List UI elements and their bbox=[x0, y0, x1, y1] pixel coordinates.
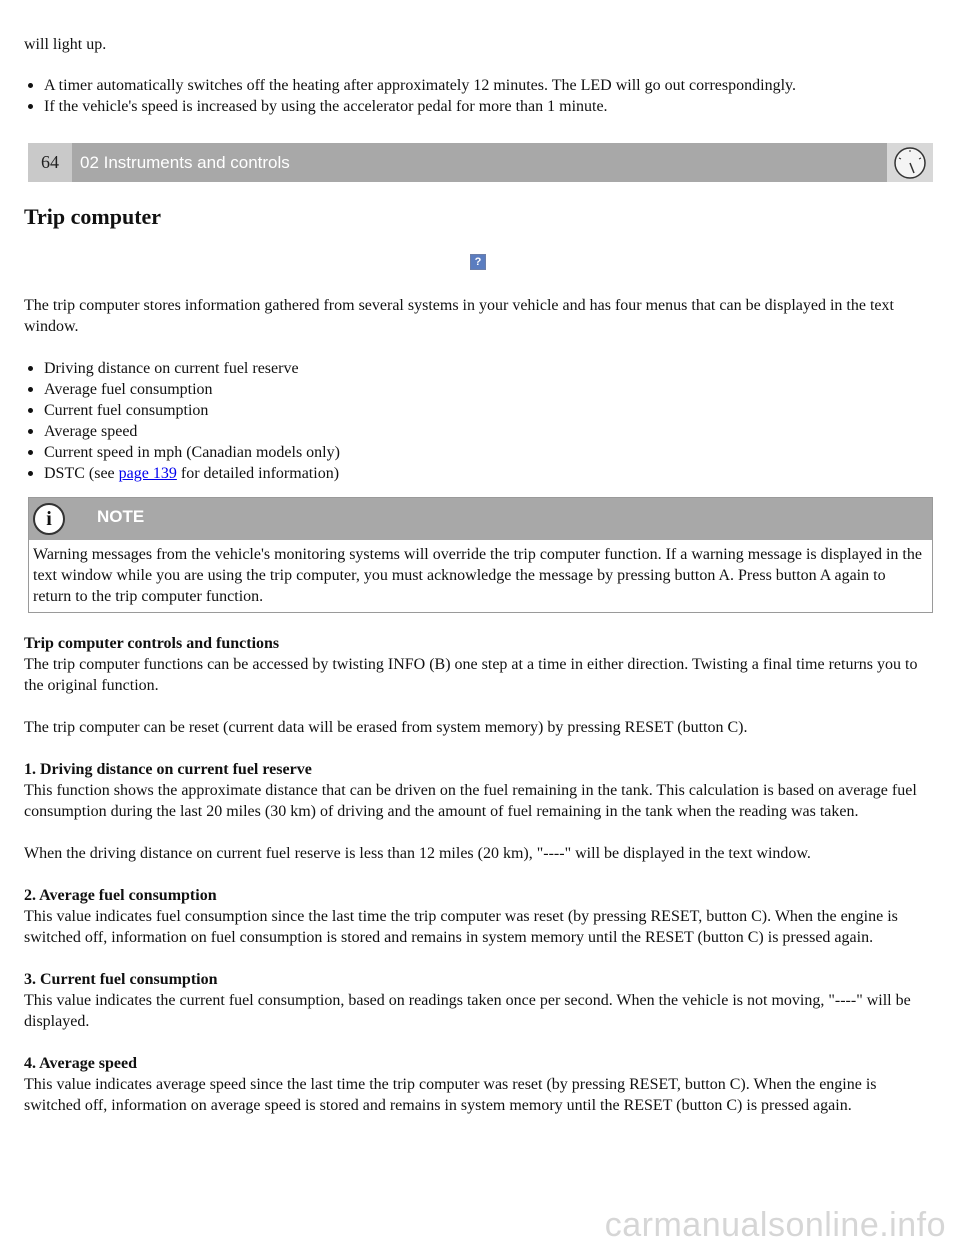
function-heading: 3. Current fuel consumption bbox=[24, 971, 218, 988]
function-body: This value indicates fuel consumption since the last time the trip computer was reset (by pressing RESET, button C). When the engine is switched off, information on fuel consumption is stored and remains in system memory until the RESET (button C) is pressed again. bbox=[24, 908, 898, 946]
list-item: Current fuel consumption bbox=[44, 400, 936, 421]
gauge-icon bbox=[887, 143, 933, 182]
function-heading: 1. Driving distance on current fuel reserve bbox=[24, 761, 312, 778]
function-heading: 2. Average fuel consumption bbox=[24, 887, 217, 904]
function-extra: When the driving distance on current fuel reserve is less than 12 miles (20 km), "----" will be displayed in the text window. bbox=[24, 845, 811, 862]
list-item: A timer automatically switches off the heating after approximately 12 minutes. The LED will go out correspondingly. bbox=[44, 75, 936, 96]
intro-section bbox=[24, 295, 936, 484]
reset-paragraph: The trip computer can be reset (current data will be erased from system memory) by pressing RESET (button C). bbox=[24, 719, 748, 736]
intro-paragraph: The trip computer stores information gathered from several systems in your vehicle and has four menus that can be displayed in the text window. bbox=[24, 297, 894, 335]
chapter-title: 02 Instruments and controls bbox=[80, 153, 290, 172]
list-item: If the vehicle's speed is increased by using the accelerator pedal for more than 1 minute. bbox=[44, 96, 936, 117]
note-label: NOTE bbox=[97, 507, 145, 526]
controls-section bbox=[24, 633, 936, 1116]
continuation-text: will light up. bbox=[24, 36, 107, 53]
page-number: 64 bbox=[28, 143, 72, 182]
list-item: Driving distance on current fuel reserve bbox=[44, 358, 936, 379]
list-item: Average fuel consumption bbox=[44, 379, 936, 400]
list-item: Average speed bbox=[44, 421, 936, 442]
menu-list bbox=[24, 358, 936, 484]
list-item: Current speed in mph (Canadian models only) bbox=[44, 442, 936, 463]
controls-paragraph: The trip computer functions can be accessed by twisting INFO (B) one step at a time in either direction. Twisting a final time returns you to the original function. bbox=[24, 656, 918, 694]
note-header bbox=[29, 498, 932, 540]
note-text: Warning messages from the vehicle's monitoring systems will override the trip computer function. If a warning message is displayed in the text window while you are using the trip computer, you must acknowledge the message by pressing button A. Press button A again to return to the trip computer function. bbox=[33, 546, 922, 605]
footer-watermark: carmanualsonline.info bbox=[604, 1206, 946, 1244]
dstc-prefix: DSTC (see bbox=[44, 465, 119, 482]
controls-heading: Trip computer controls and functions bbox=[24, 635, 280, 652]
info-icon: i bbox=[33, 503, 65, 535]
side-watermark bbox=[0, 600, 114, 640]
function-body: This function shows the approximate distance that can be driven on the fuel remaining in the tank. This calculation is based on average fuel consumption during the last 20 miles (30 km) of driving and the amount of fuel remaining in the tank when the reading was taken. bbox=[24, 782, 917, 820]
page-139-link[interactable]: page 139 bbox=[118, 465, 177, 482]
top-bullets bbox=[24, 75, 936, 117]
top-section bbox=[24, 34, 936, 117]
missing-image-icon: ? bbox=[470, 254, 486, 270]
note-box bbox=[28, 497, 933, 613]
list-item bbox=[44, 463, 936, 484]
section-title: Trip computer bbox=[24, 204, 162, 229]
dstc-suffix: for detailed information) bbox=[176, 465, 340, 482]
function-body: This value indicates average speed since the last time the trip computer was reset (by pressing RESET, button C). When the engine is switched off, information on average speed is stored and remains in system memory until the RESET (button C) is pressed again. bbox=[24, 1076, 877, 1114]
chapter-banner bbox=[28, 143, 933, 182]
function-heading: 4. Average speed bbox=[24, 1055, 138, 1072]
function-body: This value indicates the current fuel consumption, based on readings taken once per second. When the vehicle is not moving, "----" will be displayed. bbox=[24, 992, 911, 1030]
